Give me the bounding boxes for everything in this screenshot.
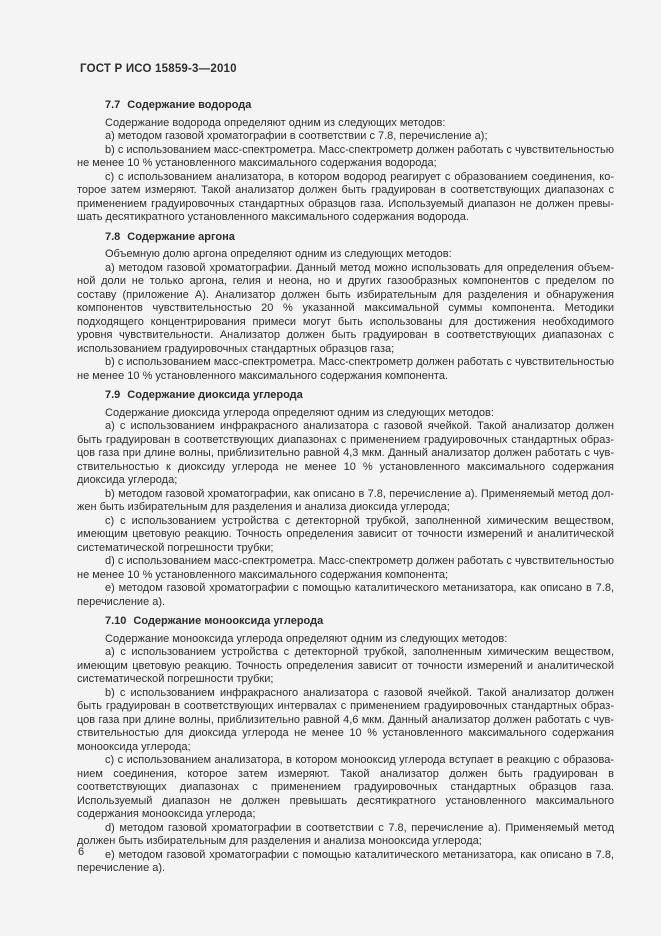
paragraph: a) методом газовой хроматографии в соответствии с 7.8, перечисление а); <box>105 130 488 142</box>
section-heading <box>77 615 614 629</box>
paragraph: b) с использованием инфракрасного анализатора с газовой ячейкой. Такой анализатор должен быть градуирован в соответствующих интервалах с применением градуировочных стандартных образцов газа при длине волны, приблизительно равной 4,6 мкм. Данный анализатор должен работать с чувствительностью для диоксида углерода не менее 10 % установленного максимального содержания монооксида углерода; <box>77 686 614 753</box>
section-number: 7.10 <box>105 615 127 627</box>
paragraph: Содержание монооксида углерода определяют одним из следующих методов: <box>105 632 508 645</box>
section-number: 7.7 <box>105 99 121 111</box>
section-title: Содержание водорода <box>127 99 252 111</box>
paragraph: a) с использованием устройства с детекторной трубкой, заполненным химическим веществом, имеющим цветовую реакцию. Точность определения зависит от точности измерений и аналитической систематической погрешности трубки; <box>77 646 614 685</box>
paragraph: d) с использованием масс-спектрометра. Масс-спектрометр должен работать с чувствительностью не менее 10 % установленного максимального содержания компонента; <box>77 555 614 581</box>
paragraph: a) с использованием инфракрасного анализатора с газовой ячейкой. Такой анализатор должен быть градуирован в соответствующих диапазонах с применением градуировочных стандартных образцов газа при длине волны, приблизительно равной 4,3 мкм. Данный анализатор должен работать с чувствительностью к диоксиду углерода не менее 10 % установленного максимального содержания диоксида углерода; <box>77 420 614 486</box>
section-heading <box>77 389 614 403</box>
paragraph: b) с использованием масс-спектрометра. Масс-спектрометр должен работать с чувствительностью не менее 10 % установленного максимального содержания компонента. <box>77 356 614 382</box>
paragraph: c) с использованием анализатора, в котором водород реагирует с образованием соединения, которое затем измеряют. Такой анализатор должен быть градуирован в соответствующих диапазонах с применением градуировочных стандартных образцов газа. Используемый диапазон не должен превышать десятикратного установленного максимального содержания водорода. <box>77 170 614 223</box>
paragraph: d) методом газовой хроматографии в соответствии с 7.8, перечисление а). Применяемый метод должен быть избирательным для разделения и анализа монооксида углерода; <box>77 821 614 847</box>
paragraph: e) методом газовой хроматографии с помощью каталитического метанизатора, как описано в 7.8, перечисление а). <box>77 848 614 874</box>
section-heading <box>77 99 614 113</box>
page-number: 6 <box>78 846 85 858</box>
paragraph: c) с использованием устройства с детекторной трубкой, заполненной химическим веществом, имеющим цветовую реакцию. Точность определения зависит от точности измерений и аналитической систематической погрешности трубки; <box>77 514 614 554</box>
paragraph: Содержание диоксида углерода определяют одним из следующих методов: <box>105 406 494 419</box>
paragraph: a) методом газовой хроматографии. Данный метод можно использовать для определения объемной доли не только аргона, гелия и неона, но и других газообразных компонентов с пределом по составу (приложение А). Анализатор должен быть избирательным для разделения и обнаружения компонентов чувствительностью 20 % указанной максимальной суммы компонента. Методики подходящего концентрирования примеси могут быть использованы для достижения необходимого уровня чувствительности. Анализатор должен быть градуирован в соответствующих диапазонах с использованием градуировочных стандартных образцов газа; <box>77 261 614 355</box>
paragraph: e) методом газовой хроматографии с помощью каталитического метанизатора, как описано в 7.8, перечисление а). <box>77 582 614 608</box>
paragraph: b) методом газовой хроматографии, как описано в 7.8, перечисление а). Применяемый метод должен быть избирательным для разделения и анализа диоксида углерода; <box>77 487 614 513</box>
section-title: Содержание диоксида углерода <box>127 389 303 401</box>
section-number: 7.9 <box>105 389 121 401</box>
paragraph: Содержание водорода определяют одним из следующих методов: <box>105 116 446 129</box>
section-heading <box>77 231 614 245</box>
paragraph: b) с использованием масс-спектрометра. Масс-спектрометр должен работать с чувствительностью не менее 10 % установленного максимального содержания водорода; <box>77 143 614 169</box>
section-number: 7.8 <box>105 230 121 243</box>
paragraph: c) с использованием анализатора, в котором монооксид углерода вступает в реакцию с образованием соединения, которое затем измеряют. Такой анализатор должен быть градуирован в соответствующих диапазонах с применением градуировочных стандартных образцов газа. Используемый диапазон не должен превышать десятикратного установленного максимального содержания монооксида углерода; <box>77 754 614 820</box>
section-title: Содержание монооксида углерода <box>133 615 324 627</box>
running-header: ГОСТ Р ИСО 15859-3—2010 <box>80 63 237 75</box>
document-body <box>77 93 614 876</box>
section-title: Содержание аргона <box>127 230 235 243</box>
paragraph: Объемную долю аргона определяют одним из следующих методов: <box>105 248 452 260</box>
